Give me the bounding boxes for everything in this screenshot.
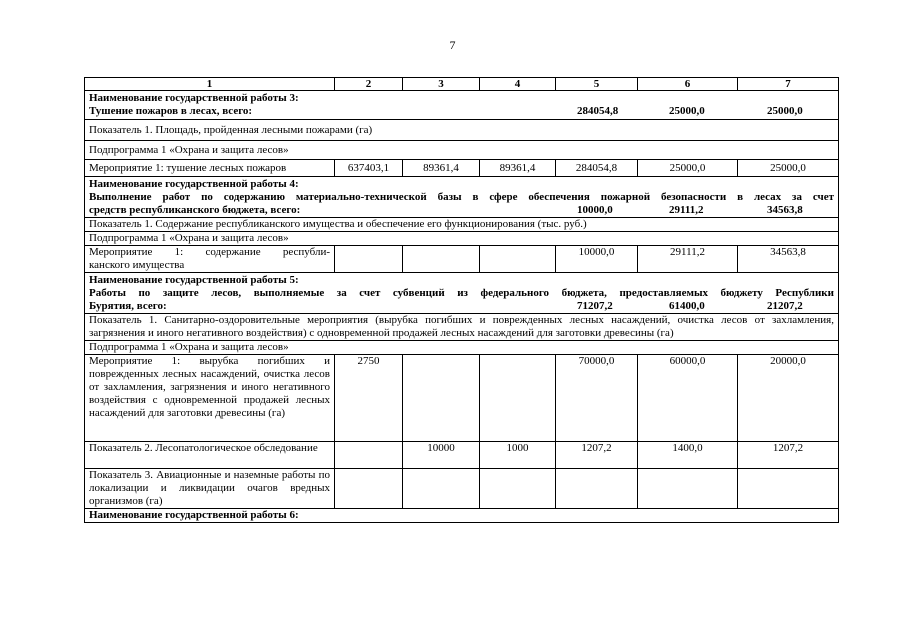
work5-indicator3-c6 (638, 469, 738, 509)
work4-measure1-row (85, 246, 839, 273)
work3-subtitle: Тушение пожаров в лесах, всего: (89, 105, 253, 117)
work3-measure1-c5: 284054,8 (556, 160, 638, 177)
work4-measure1-c2 (335, 246, 403, 273)
work3-total-5: 284054,8 (577, 105, 619, 117)
work5-indicator3-row (85, 469, 839, 509)
column-header-row (85, 78, 839, 91)
work4-total-5: 10000,0 (577, 204, 613, 216)
work4-total-6: 29111,2 (669, 204, 704, 216)
work4-indicator1: Показатель 1. Содержание республиканского имущества и обеспечение его функционирования (тыс. руб.) (85, 218, 839, 232)
work5-measure1-row (85, 355, 839, 442)
work3-subprogram-row (85, 141, 839, 160)
work5-indicator3-c4 (480, 469, 556, 509)
work5-measure1-c6: 60000,0 (638, 355, 738, 442)
work5-total-7: 21207,2 (767, 300, 803, 312)
column-header-6: 6 (638, 78, 738, 91)
work3-measure1-c6: 25000,0 (638, 160, 738, 177)
work5-measure1-c2: 2750 (335, 355, 403, 442)
work5-measure1-c4 (480, 355, 556, 442)
work3-measure1-c7: 25000,0 (738, 160, 839, 177)
work3-title-row (85, 91, 839, 120)
work4-measure1-c5: 10000,0 (556, 246, 638, 273)
work5-indicator3-label: Показатель 3. Авиационные и наземные работы по локализации и ликвидации очагов вредных организмов (га) (85, 469, 335, 509)
work5-indicator3-c2 (335, 469, 403, 509)
work3-total-7: 25000,0 (767, 105, 803, 117)
work5-indicator2-label: Показатель 2. Лесопатологическое обследование (85, 442, 335, 469)
work3-title: Наименование государственной работы 3: (89, 92, 299, 104)
column-header-2: 2 (335, 78, 403, 91)
work4-total-7: 34563,8 (767, 204, 803, 216)
work5-measure1-c7: 20000,0 (738, 355, 839, 442)
work4-title-row (85, 177, 839, 218)
work4-measure1-c3 (403, 246, 480, 273)
work5-subprogram-row (85, 341, 839, 355)
page-number: 7 (449, 38, 456, 52)
work6-title-row (85, 509, 839, 523)
work3-measure1-c3: 89361,4 (403, 160, 480, 177)
work5-measure1-label: Мероприятие 1: вырубка погибших и поврежденных лесных насаждений, очистка лесов от захламления, загрязнения и иного негативного воздействия с одновременной продажей лесных насаждений для заготовки древесины (га) (85, 355, 335, 442)
work3-subprogram: Подпрограмма 1 «Охрана и защита лесов» (85, 141, 839, 160)
work4-indicator1-row (85, 218, 839, 232)
work5-indicator2-c5: 1207,2 (556, 442, 638, 469)
work5-indicator1: Показатель 1. Санитарно-оздоровительные мероприятия (вырубка погибших и поврежденных лесных насаждений, очистка лесов от захламления, загрязнения и иного негативного воздействия) с одновременной продажей лесных насаждений для заготовки древесины (га) (85, 314, 839, 341)
work5-indicator3-c3 (403, 469, 480, 509)
column-header-7: 7 (738, 78, 839, 91)
work5-subprogram: Подпрограмма 1 «Охрана и защита лесов» (85, 341, 839, 355)
work5-total-6: 61400,0 (669, 300, 705, 312)
column-header-4: 4 (480, 78, 556, 91)
work3-total-6: 25000,0 (669, 105, 705, 117)
work4-measure1-c7: 34563,8 (738, 246, 839, 273)
work5-subtitle-line2: Бурятия, всего: (89, 300, 167, 312)
column-header-1: 1 (85, 78, 335, 91)
work5-measure1-c3 (403, 355, 480, 442)
work5-indicator2-c3: 10000 (403, 442, 480, 469)
work5-indicator2-row (85, 442, 839, 469)
work4-measure1-label-line2: канского имущества (89, 259, 185, 271)
work5-indicator2-c2 (335, 442, 403, 469)
work3-measure1-row (85, 160, 839, 177)
budget-table (84, 77, 839, 523)
column-header-3: 3 (403, 78, 480, 91)
work5-indicator3-c7 (738, 469, 839, 509)
work5-indicator2-c4: 1000 (480, 442, 556, 469)
work6-title: Наименование государственной работы 6: (85, 509, 839, 523)
column-header-5: 5 (556, 78, 638, 91)
work5-measure1-c5: 70000,0 (556, 355, 638, 442)
work5-title-row (85, 273, 839, 314)
work4-measure1-label-line1: Мероприятие 1: содержание республи- (89, 246, 330, 258)
work3-measure1-c4: 89361,4 (480, 160, 556, 177)
work5-indicator2-c7: 1207,2 (738, 442, 839, 469)
work4-measure1-c4 (480, 246, 556, 273)
work4-subprogram-row (85, 232, 839, 246)
work5-indicator1-row (85, 314, 839, 341)
work5-indicator3-c5 (556, 469, 638, 509)
work3-measure1-label: Мероприятие 1: тушение лесных пожаров (85, 160, 335, 177)
work3-indicator1-row (85, 120, 839, 141)
work5-subtitle-line1: Работы по защите лесов, выполняемые за счет субвенций из федерального бюджета, предоставляемых бюджету Республики (89, 287, 834, 299)
work5-total-5: 71207,2 (577, 300, 613, 312)
work4-subtitle-line2: средств республиканского бюджета, всего: (89, 204, 301, 216)
work4-title: Наименование государственной работы 4: (89, 178, 299, 190)
work5-title: Наименование государственной работы 5: (89, 274, 299, 286)
work4-subtitle-line1: Выполнение работ по содержанию материально-технической базы в сфере обеспечения пожарной безопасности в лесах за счет (89, 191, 834, 203)
work4-measure1-c6: 29111,2 (638, 246, 738, 273)
work4-subprogram: Подпрограмма 1 «Охрана и защита лесов» (85, 232, 839, 246)
work3-indicator1: Показатель 1. Площадь, пройденная лесными пожарами (га) (85, 120, 839, 141)
work3-measure1-c2: 637403,1 (335, 160, 403, 177)
work5-indicator2-c6: 1400,0 (638, 442, 738, 469)
